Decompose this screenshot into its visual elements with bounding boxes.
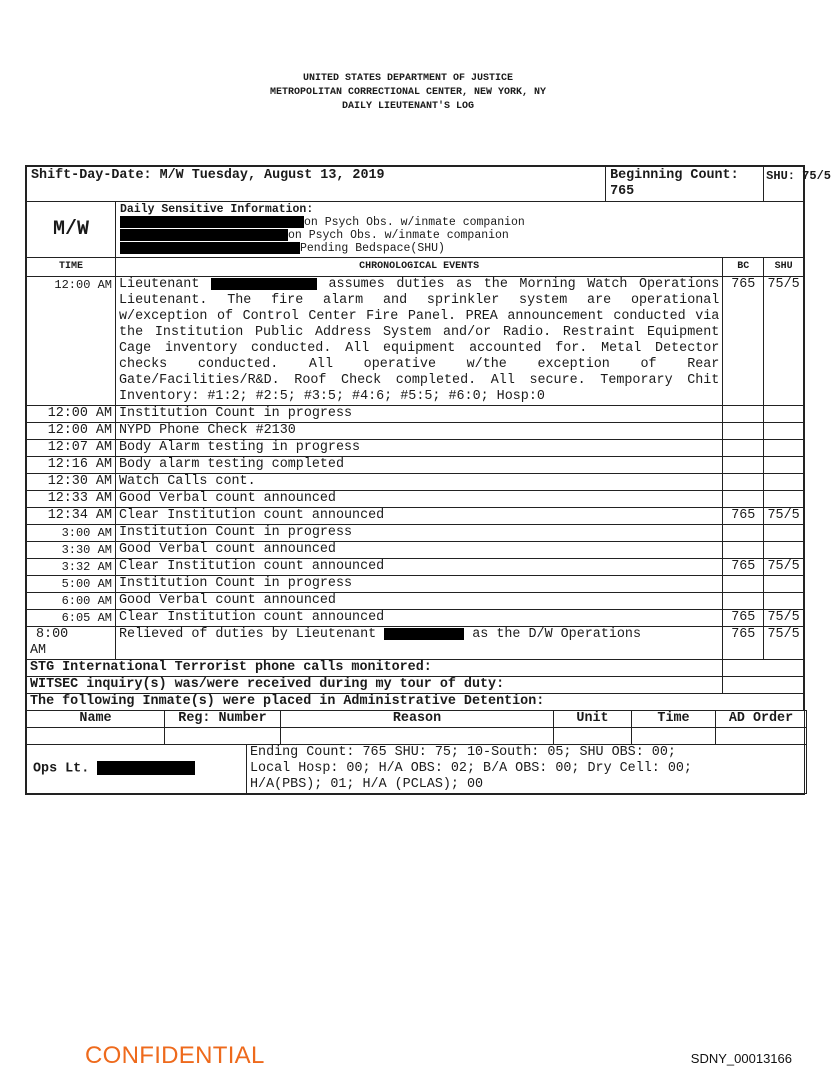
redaction-bar: [120, 242, 300, 254]
event-text: Clear Institution count announced: [116, 610, 723, 627]
witsec-row: [27, 677, 804, 694]
event-row: [27, 559, 804, 576]
event-time: 8:00 AM: [27, 627, 116, 660]
redaction-bar: [120, 229, 288, 241]
header-log-title: DAILY LIEUTENANT'S LOG: [341, 101, 475, 112]
event-time: 12:00 AM: [27, 423, 116, 440]
ops-lieutenant: Ops Lt.: [27, 745, 247, 794]
event-row: [27, 277, 804, 406]
daily-log-form: [25, 165, 831, 795]
event-text: Body Alarm testing in progress: [116, 440, 723, 457]
event-time: 12:07 AM: [27, 440, 116, 457]
event-bc: 765: [723, 627, 764, 660]
summary-table: [26, 744, 807, 794]
event-text: Institution Count in progress: [116, 576, 723, 593]
event-row: [27, 627, 804, 660]
ad-intro-label: The following Inmate(s) were placed in Administrative Detention:: [27, 694, 804, 711]
event-text: Good Verbal count announced: [116, 491, 723, 508]
event-row: [27, 610, 804, 627]
event-time: 6:00 AM: [27, 593, 116, 610]
event-shu: [764, 593, 804, 610]
event-row: [27, 457, 804, 474]
event-text: Institution Count in progress: [116, 525, 723, 542]
event-text: Good Verbal count announced: [116, 542, 723, 559]
event-shu: 75/5: [764, 559, 804, 576]
event-shu: 75/5: [764, 277, 804, 406]
col-bc: BC: [723, 258, 764, 277]
event-row: [27, 423, 804, 440]
ad-cell: [281, 728, 554, 745]
event-shu: [764, 525, 804, 542]
event-shu: [764, 474, 804, 491]
stg-label: STG International Terrorist phone calls monitored:: [27, 660, 723, 677]
event-shu: [764, 423, 804, 440]
sensitive-title: Daily Sensitive Information:: [120, 203, 314, 216]
event-time: 12:00 AM: [27, 277, 116, 406]
col-shu: SHU: [764, 258, 804, 277]
event-time: 5:00 AM: [27, 576, 116, 593]
event-row: [27, 440, 804, 457]
event-bc: [723, 406, 764, 423]
sensitive-line-1: on Psych Obs. w/inmate companion: [120, 216, 799, 229]
ad-cell: [632, 728, 716, 745]
event-text: Lieutenant assumes duties as the Morning Watch Operations Lieutenant. The fire alarm and sprinkler system are operational w/exception of Control Center Fire Panel. PREA announcement conducted via the Institution Public Address System and/or Radio. Restraint Equipment Cage inventory conducted. All equipment accounted for. Metal Detector checks conducted. All operative w/the exception of Rear Gate/Facilities/R&D. Roof Check completed. All secure. Temporary Chit Inventory: #1:2; #2:5; #3:5; #4:6; #5:5; #6:0; Hosp:0: [116, 277, 723, 406]
event-bc: [723, 474, 764, 491]
event-shu: [764, 542, 804, 559]
event-time: 12:30 AM: [27, 474, 116, 491]
event-text: NYPD Phone Check #2130: [116, 423, 723, 440]
event-time: 12:34 AM: [27, 508, 116, 525]
event-row: [27, 576, 804, 593]
ad-col-reason: Reason: [281, 711, 554, 728]
event-bc: 765: [723, 277, 764, 406]
event-time: 6:05 AM: [27, 610, 116, 627]
event-shu: [764, 440, 804, 457]
event-bc: [723, 525, 764, 542]
event-text: Good Verbal count announced: [116, 593, 723, 610]
event-bc: [723, 593, 764, 610]
header-facility: METROPOLITAN CORRECTIONAL CENTER, NEW YORK, NY: [269, 87, 547, 98]
event-time: 12:16 AM: [27, 457, 116, 474]
redaction-bar: [211, 278, 317, 290]
event-row: [27, 474, 804, 491]
ad-col-order: AD Order: [716, 711, 807, 728]
event-row: [27, 542, 804, 559]
event-row: [27, 406, 804, 423]
event-text: Clear Institution count announced: [116, 508, 723, 525]
sensitive-line-3: Pending Bedspace(SHU): [120, 242, 799, 255]
event-time: 12:00 AM: [27, 406, 116, 423]
event-bc: 765: [723, 508, 764, 525]
ad-cell: [554, 728, 632, 745]
event-bc: 765: [723, 610, 764, 627]
event-text: Body alarm testing completed: [116, 457, 723, 474]
ad-intro-row: [27, 694, 804, 711]
event-shu: [764, 576, 804, 593]
event-time: 3:32 AM: [27, 559, 116, 576]
summary-row: [27, 745, 807, 794]
ad-cell: [165, 728, 281, 745]
event-row: [27, 491, 804, 508]
event-shu: 75/5: [764, 508, 804, 525]
event-bc: [723, 576, 764, 593]
sensitive-line-2: on Psych Obs. w/inmate companion: [120, 229, 799, 242]
witsec-label: WITSEC inquiry(s) was/were received during my tour of duty:: [27, 677, 723, 694]
event-time: 3:30 AM: [27, 542, 116, 559]
ending-count-summary: Ending Count: 765 SHU: 75; 10-South: 05; SHU OBS: 00; Local Hosp: 00; H/A OBS: 02; B/A OBS: 00; Dry Cell: 00; H/A(PBS); 01; H/A (PCLAS); 00: [247, 745, 807, 794]
stg-value: [723, 660, 804, 677]
ad-empty-row: [27, 728, 807, 745]
confidential-stamp: CONFIDENTIAL: [85, 1042, 265, 1069]
event-time: 3:00 AM: [27, 525, 116, 542]
document-header: [0, 72, 816, 114]
shu-count: SHU: 75/5: [764, 167, 804, 202]
shift-day-date: Shift-Day-Date: M/W Tuesday, August 13, 2019: [27, 167, 606, 202]
ad-col-name: Name: [27, 711, 165, 728]
event-row: [27, 593, 804, 610]
sensitive-info: [116, 202, 804, 258]
stg-row: [27, 660, 804, 677]
event-time: 12:33 AM: [27, 491, 116, 508]
shift-row: [27, 167, 804, 202]
event-row: [27, 508, 804, 525]
event-bc: [723, 423, 764, 440]
event-bc: [723, 491, 764, 508]
col-events: CHRONOLOGICAL EVENTS: [116, 258, 723, 277]
event-text: Relieved of duties by Lieutenant as the D/W Operations: [116, 627, 723, 660]
bates-number: SDNY_00013166: [690, 1051, 792, 1066]
header-agency: UNITED STATES DEPARTMENT OF JUSTICE: [302, 73, 514, 84]
event-shu: 75/5: [764, 627, 804, 660]
ad-cell: [716, 728, 807, 745]
event-bc: [723, 542, 764, 559]
redaction-bar: [97, 761, 195, 775]
event-text: Watch Calls cont.: [116, 474, 723, 491]
event-shu: [764, 457, 804, 474]
watch-label: M/W: [27, 202, 116, 258]
event-bc: [723, 457, 764, 474]
event-shu: [764, 406, 804, 423]
event-text: Institution Count in progress: [116, 406, 723, 423]
witsec-value: [723, 677, 804, 694]
ad-table: [26, 710, 807, 745]
event-shu: 75/5: [764, 610, 804, 627]
ad-cell: [27, 728, 165, 745]
ad-col-reg: Reg: Number: [165, 711, 281, 728]
beginning-count: Beginning Count: 765: [606, 167, 764, 202]
redaction-bar: [120, 216, 304, 228]
ad-column-headers: [27, 711, 807, 728]
event-text: Clear Institution count announced: [116, 559, 723, 576]
event-bc: [723, 440, 764, 457]
col-time: TIME: [27, 258, 116, 277]
ad-col-time: Time: [632, 711, 716, 728]
log-table: [26, 166, 831, 711]
ad-col-unit: Unit: [554, 711, 632, 728]
sensitive-info-row: [27, 202, 804, 258]
redaction-bar: [384, 628, 464, 640]
events-column-headers: [27, 258, 804, 277]
event-row: [27, 525, 804, 542]
event-shu: [764, 491, 804, 508]
event-bc: 765: [723, 559, 764, 576]
